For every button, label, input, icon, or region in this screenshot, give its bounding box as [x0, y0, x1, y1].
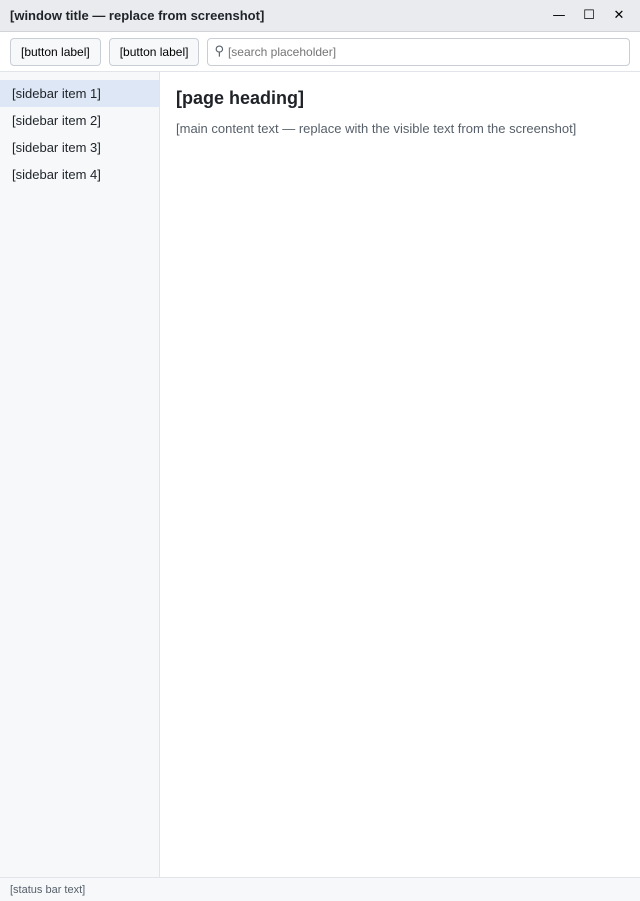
title-bar [0, 0, 640, 32]
status-text: [status bar text] [10, 883, 86, 896]
sidebar-item-3[interactable] [0, 134, 159, 161]
sidebar [0, 72, 160, 877]
main-panel [160, 72, 640, 877]
minimize-icon[interactable]: — [548, 5, 570, 27]
sidebar-item-1[interactable] [0, 80, 159, 107]
content-text: [main content text — replace with the visible text from the screenshot] [176, 121, 577, 136]
page-title: [page heading] [176, 88, 305, 108]
search-input[interactable] [228, 45, 623, 59]
search-icon: ⚲ [214, 44, 224, 59]
secondary-button[interactable]: [button label] [109, 38, 200, 66]
app-body [0, 72, 640, 877]
sidebar-item-label: [sidebar item 2] [12, 113, 101, 128]
sidebar-item-label: [sidebar item 1] [12, 86, 101, 101]
sidebar-item-2[interactable] [0, 107, 159, 134]
search-box [207, 38, 630, 66]
close-icon[interactable]: ✕ [608, 5, 630, 27]
status-bar [0, 877, 640, 901]
toolbar [0, 32, 640, 72]
maximize-icon[interactable]: ☐ [578, 5, 600, 27]
sidebar-item-4[interactable] [0, 161, 159, 188]
sidebar-item-label: [sidebar item 3] [12, 140, 101, 155]
window-title: [window title — replace from screenshot] [10, 8, 265, 23]
sidebar-item-label: [sidebar item 4] [12, 167, 101, 182]
primary-button[interactable]: [button label] [10, 38, 101, 66]
